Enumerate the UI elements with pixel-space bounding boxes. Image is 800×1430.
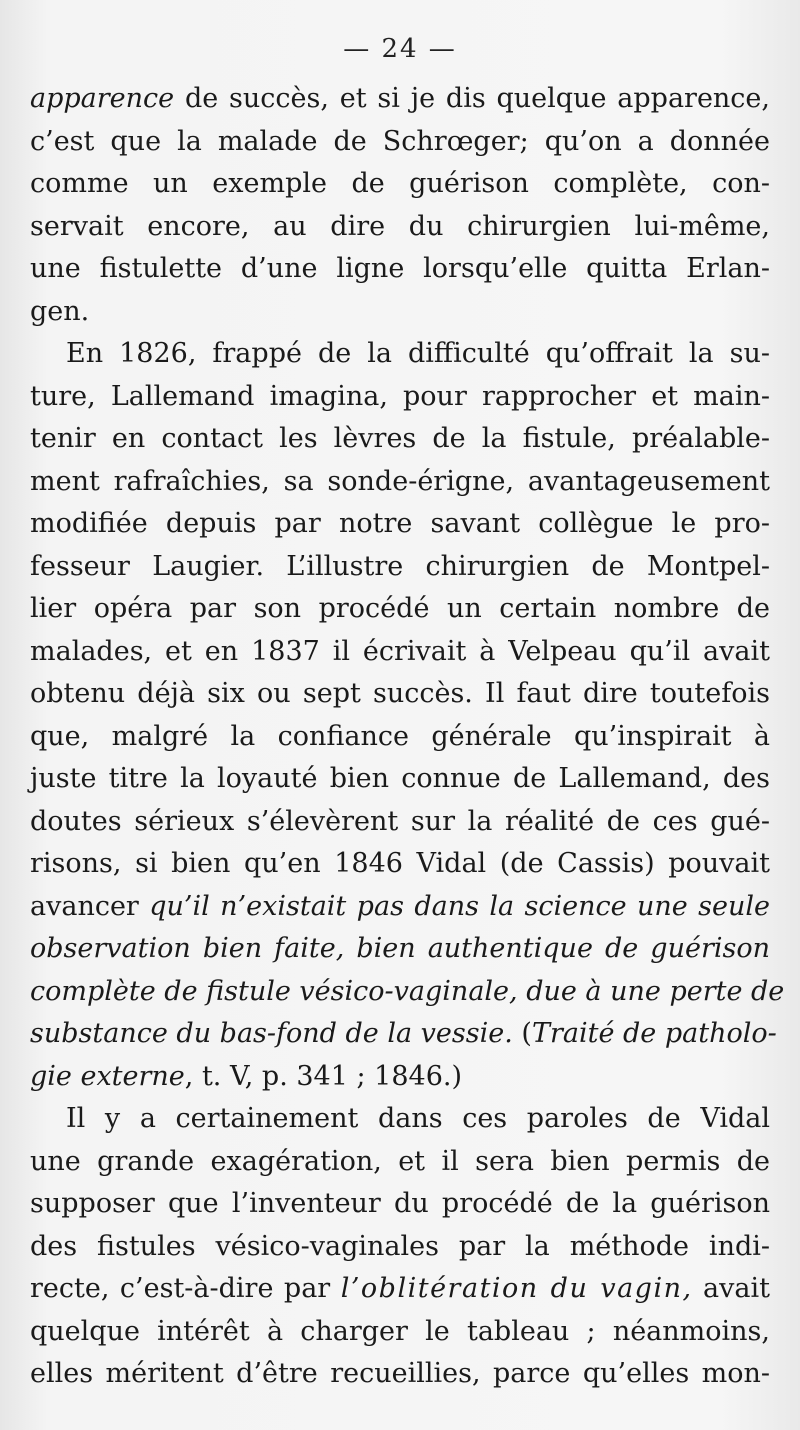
text-segment: malades, et en 1837 il écrivait à Velpeau qu’il avait (30, 635, 770, 667)
text-segment: modifiée depuis par notre savant collègue le pro- (30, 508, 770, 539)
text-line (30, 1311, 770, 1354)
text-line (30, 248, 770, 291)
text-line (30, 1268, 770, 1311)
text-line (30, 121, 770, 164)
emphasized-text: complète de fistule vésico-vaginale, due à une perte de (30, 975, 785, 1007)
text-line (30, 1183, 770, 1226)
text-segment: une grande exagération, et il sera bien permis de (30, 1145, 770, 1177)
text-segment: comme un exemple de guérison complète, con- (30, 168, 770, 199)
text-line (30, 78, 770, 121)
text-segment: En 1826, frappé de la difficulté qu’offrait la su- (66, 338, 770, 369)
text-line (30, 588, 770, 631)
text-line (30, 1226, 770, 1269)
body-text (30, 78, 785, 1396)
emphasized-text: l’oblitération du vagin, (340, 1273, 693, 1304)
text-line (30, 376, 770, 419)
text-line (30, 801, 770, 844)
text-segment: doutes sérieux s’élevèrent sur la réalité de ces gué- (30, 805, 770, 837)
text-line (30, 716, 770, 759)
text-line (30, 461, 770, 504)
text-line (30, 843, 770, 886)
text-segment: recte, c’est-à-dire par (30, 1273, 341, 1304)
text-segment: c’est que la malade de Schrœger; qu’on a donnée (30, 125, 770, 157)
text-line (30, 631, 770, 674)
text-segment: risons, si bien qu’en 1846 Vidal (de Cassis) pouvait (30, 848, 770, 879)
text-segment: lier opéra par son procédé un certain nombre de (30, 593, 770, 624)
emphasized-text: substance du bas-fond de la vessie. (30, 1018, 513, 1049)
text-line (30, 206, 770, 249)
text-line (30, 1141, 770, 1184)
text-segment: avancer (30, 890, 150, 922)
text-line (30, 291, 770, 334)
text-line (30, 758, 770, 801)
text-segment: fesseur Laugier. L’illustre chirurgien de Montpel- (30, 550, 770, 582)
text-line (30, 1353, 770, 1396)
text-line (30, 673, 770, 716)
text-line (30, 333, 770, 376)
text-segment: que, malgré la confiance générale qu’inspirait à (30, 720, 770, 752)
text-line (30, 886, 770, 929)
emphasized-text: Traité de patholo- (531, 1018, 777, 1049)
text-line (30, 503, 770, 546)
text-segment: de succès, et si je dis quelque apparence, (174, 83, 770, 114)
text-line (30, 928, 770, 971)
emphasized-text: gie externe (30, 1060, 185, 1092)
text-line (30, 1013, 777, 1056)
text-line (30, 1056, 770, 1099)
text-segment: elles méritent d’être recueillies, parce qu’elles mon- (30, 1358, 770, 1389)
emphasized-text: qu’il n’existait pas dans la science une seule (149, 890, 770, 922)
text-segment: quelque intérêt à charger le tableau ; néanmoins, (30, 1315, 770, 1347)
text-line (30, 163, 770, 206)
text-segment: , t. V, p. 341 ; 1846.) (184, 1060, 462, 1092)
text-segment: juste titre la loyauté bien connue de Lallemand, des (30, 763, 770, 794)
text-line (30, 971, 785, 1014)
text-segment: supposer que l’inventeur du procédé de la guérison (30, 1188, 770, 1219)
text-segment: gen. (30, 295, 90, 327)
text-segment: obtenu déjà six ou sept succès. Il faut dire toutefois (30, 678, 770, 709)
text-line (30, 1098, 770, 1141)
text-line (30, 546, 770, 589)
text-segment: ( (512, 1018, 532, 1049)
text-segment: avait (692, 1273, 770, 1304)
text-segment: une fistulette d’une ligne lorsqu’elle quitta Erlan- (30, 253, 770, 284)
page-number: — 24 — (343, 34, 457, 64)
text-segment: ment rafraîchies, sa sonde-érigne, avantageusement (30, 465, 770, 497)
text-segment: Il y a certainement dans ces paroles de Vidal (66, 1103, 770, 1134)
emphasized-text: apparence (30, 83, 175, 114)
emphasized-text: observation bien faite, bien authentique de guérison (30, 933, 770, 964)
text-segment: servait encore, au dire du chirurgien lui-même, (30, 210, 770, 242)
text-segment: des fistules vésico-vaginales par la méthode indi- (30, 1230, 770, 1262)
text-line (30, 418, 770, 461)
text-segment: ture, Lallemand imagina, pour rapprocher et main- (30, 380, 770, 412)
text-segment: tenir en contact les lèvres de la fistule, préalable- (30, 423, 770, 454)
